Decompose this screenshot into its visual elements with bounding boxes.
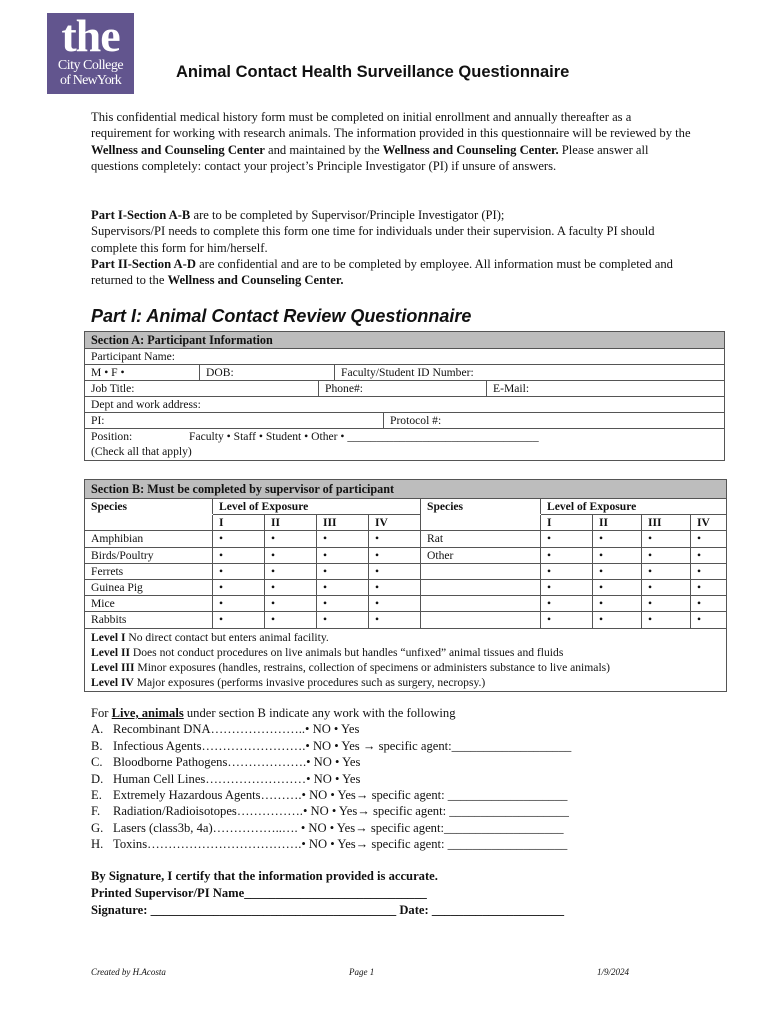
exposure-checkbox[interactable]: • bbox=[691, 531, 726, 547]
legend-text: Minor exposures (handles, restrains, collection of specimens or administers substance to live animals) bbox=[134, 660, 611, 674]
part2-label: Part II-Section A-D bbox=[91, 256, 196, 271]
species-name: Rat bbox=[421, 531, 541, 547]
live-animals-questions bbox=[91, 705, 571, 853]
exposure-checkbox[interactable]: • bbox=[691, 580, 726, 596]
species-name: Rabbits bbox=[85, 612, 213, 628]
intro-text-2: and maintained by the bbox=[264, 142, 383, 157]
intro-paragraph bbox=[91, 109, 691, 174]
exposure-checkbox[interactable]: • bbox=[642, 580, 691, 596]
exposure-checkbox[interactable]: • bbox=[541, 596, 593, 612]
level-header: I bbox=[541, 515, 593, 531]
exposure-checkbox[interactable]: • bbox=[213, 548, 265, 564]
part2-text: are confidential and are to be completed by employee. All information must be completed and returned to the bbox=[91, 256, 673, 288]
intro-bold-2: Wellness and Counseling Center. bbox=[382, 142, 559, 157]
exposure-checkbox[interactable]: • bbox=[593, 531, 642, 547]
exposure-checkbox[interactable]: • bbox=[541, 548, 593, 564]
species-name: Amphibian bbox=[85, 531, 213, 547]
exposure-checkbox[interactable]: • bbox=[265, 596, 317, 612]
question-letter: C. bbox=[91, 755, 103, 770]
exposure-checkbox[interactable]: • bbox=[213, 596, 265, 612]
footer-created: Created by H.Acosta bbox=[91, 967, 166, 977]
exposure-checkbox[interactable]: • bbox=[265, 564, 317, 580]
exposure-header-right: Level of Exposure bbox=[541, 499, 726, 515]
species-name bbox=[421, 564, 541, 580]
exposure-checkbox[interactable]: • bbox=[265, 580, 317, 596]
species-name bbox=[421, 596, 541, 612]
question-letter: G. bbox=[91, 820, 104, 835]
species-header-spacer-right bbox=[421, 515, 541, 531]
section-a-header: Section A: Participant Information bbox=[84, 331, 725, 349]
exposure-checkbox[interactable]: • bbox=[593, 548, 642, 564]
exposure-checkbox[interactable]: • bbox=[213, 564, 265, 580]
participant-name-field[interactable]: Participant Name: bbox=[91, 350, 176, 363]
part1-label: Part I-Section A-B bbox=[91, 208, 191, 222]
species-name: Birds/Poultry bbox=[85, 548, 213, 564]
exposure-checkbox[interactable]: • bbox=[691, 548, 726, 564]
legend-level: Level II bbox=[91, 645, 130, 659]
question-text: Radiation/Radioisotopes…………….• NO • Yes→ specific agent: ___________________ bbox=[113, 804, 569, 819]
pi-field[interactable]: PI: bbox=[85, 413, 384, 428]
question-letter: A. bbox=[91, 722, 104, 737]
signature-block bbox=[91, 868, 564, 919]
exposure-checkbox[interactable]: • bbox=[213, 580, 265, 596]
question-text: Human Cell Lines……………………• NO • Yes bbox=[113, 771, 361, 786]
logo-the: the bbox=[61, 10, 120, 61]
part1-text: are to be completed by Supervisor/Principle Investigator (PI); bbox=[190, 208, 505, 222]
exposure-checkbox[interactable]: • bbox=[265, 612, 317, 628]
species-name: Guinea Pig bbox=[85, 580, 213, 596]
exposure-header-left: Level of Exposure bbox=[213, 499, 421, 515]
exposure-checkbox[interactable]: • bbox=[642, 612, 691, 628]
level-header: II bbox=[265, 515, 317, 531]
part1-title: Part I: Animal Contact Review Questionnaire bbox=[91, 306, 472, 326]
live-question[interactable] bbox=[91, 836, 571, 852]
exposure-checkbox[interactable]: • bbox=[265, 548, 317, 564]
logo-line2: of NewYork bbox=[60, 73, 121, 88]
question-text: Extremely Hazardous Agents……….• NO • Yes→ specific agent: ___________________ bbox=[113, 788, 568, 803]
question-text: Lasers (class3b, 4a)……………..…. • NO • Yes→ specific agent:___________________ bbox=[113, 820, 564, 835]
exposure-checkbox[interactable]: • bbox=[369, 531, 421, 547]
exposure-checkbox[interactable]: • bbox=[593, 612, 642, 628]
level-header: III bbox=[317, 515, 369, 531]
live-question[interactable] bbox=[91, 820, 571, 836]
level-header: IV bbox=[691, 515, 726, 531]
legend-text: No direct contact but enters animal facility. bbox=[125, 630, 329, 644]
question-letter: D. bbox=[91, 771, 104, 786]
species-header-spacer-left bbox=[85, 515, 213, 531]
section-b-table bbox=[84, 479, 727, 692]
live-intro-pre: For bbox=[91, 706, 112, 720]
printed-name-field[interactable]: Printed Supervisor/PI Name_____________________________ bbox=[91, 886, 427, 900]
question-letter: F. bbox=[91, 804, 101, 819]
footer-page: Page 1 bbox=[349, 967, 375, 977]
exposure-checkbox[interactable]: • bbox=[593, 564, 642, 580]
exposure-checkbox[interactable]: • bbox=[691, 612, 726, 628]
intro-text-1: This confidential medical history form must be completed on initial enrollment and annually thereafter as a requirement for working with research animals. The information provided in this questionnaire will be reviewed by the bbox=[91, 110, 691, 141]
intro-bold-1: Wellness and Counseling Center bbox=[91, 142, 265, 157]
exposure-checkbox[interactable]: • bbox=[317, 548, 369, 564]
logo-line1: City College bbox=[57, 58, 124, 73]
exposure-checkbox[interactable]: • bbox=[265, 531, 317, 547]
species-header-left: Species bbox=[85, 499, 213, 514]
exposure-checkbox[interactable]: • bbox=[642, 596, 691, 612]
question-text: Infectious Agents…………………….• NO • Yes → specific agent:___________________ bbox=[113, 738, 572, 753]
level-header: IV bbox=[369, 515, 421, 531]
position-options[interactable]: Faculty • Staff • Student • Other • _________________________________ bbox=[189, 430, 539, 443]
live-question[interactable] bbox=[91, 787, 571, 803]
id-number-field[interactable]: Faculty/Student ID Number: bbox=[341, 366, 474, 379]
question-text: Toxins……………………………….• NO • Yes→ specific agent: ___________________ bbox=[113, 837, 568, 852]
signature-date-field[interactable]: Signature: _______________________________________ Date: _____________________ bbox=[91, 903, 565, 917]
job-title-field[interactable]: Job Title: bbox=[85, 381, 319, 396]
live-question[interactable] bbox=[91, 771, 571, 787]
exposure-checkbox[interactable]: • bbox=[369, 596, 421, 612]
legend-text: Does not conduct procedures on live animals but handles “unfixed” animal tissues and fluids bbox=[129, 645, 564, 659]
species-name bbox=[421, 612, 541, 628]
exposure-checkbox[interactable]: • bbox=[541, 564, 593, 580]
question-text: Recombinant DNA…………………..• NO • Yes bbox=[113, 722, 360, 737]
legend-level: Level I bbox=[91, 630, 126, 644]
section-b-header: Section B: Must be completed by supervisor of participant bbox=[85, 480, 726, 499]
legend-level: Level III bbox=[91, 660, 135, 674]
question-letter: B. bbox=[91, 738, 103, 753]
exposure-legend bbox=[85, 629, 726, 691]
live-question[interactable] bbox=[91, 754, 571, 770]
exposure-checkbox[interactable]: • bbox=[642, 548, 691, 564]
live-question[interactable] bbox=[91, 803, 571, 819]
exposure-checkbox[interactable]: • bbox=[691, 564, 726, 580]
question-text: Bloodborne Pathogens……………….• NO • Yes bbox=[113, 755, 361, 770]
species-header-right: Species bbox=[421, 499, 541, 514]
certify-statement: By Signature, I certify that the information provided is accurate. bbox=[91, 869, 438, 883]
dept-field[interactable]: Dept and work address: bbox=[91, 398, 201, 411]
exposure-checkbox[interactable]: • bbox=[593, 596, 642, 612]
species-name: Other bbox=[421, 548, 541, 564]
exposure-checkbox[interactable]: • bbox=[541, 531, 593, 547]
exposure-checkbox[interactable]: • bbox=[213, 531, 265, 547]
city-college-logo bbox=[47, 10, 134, 94]
exposure-checkbox[interactable]: • bbox=[369, 580, 421, 596]
exposure-checkbox[interactable]: • bbox=[369, 612, 421, 628]
intro-text-3: Please answer all questions completely: contact your project’s Principle Investigator (PI) if unsure of answers. bbox=[91, 142, 649, 173]
exposure-checkbox[interactable]: • bbox=[317, 612, 369, 628]
check-all-note: (Check all that apply) bbox=[91, 445, 192, 458]
level-header: III bbox=[642, 515, 691, 531]
section-a-table bbox=[84, 331, 725, 461]
sex-field[interactable]: M • F • bbox=[85, 365, 200, 380]
live-intro-post: under section B indicate any work with the following bbox=[183, 706, 456, 720]
exposure-checkbox[interactable]: • bbox=[317, 564, 369, 580]
exposure-checkbox[interactable]: • bbox=[541, 612, 593, 628]
exposure-checkbox[interactable]: • bbox=[317, 580, 369, 596]
phone-field[interactable]: Phone#: bbox=[319, 381, 487, 396]
legend-level: Level IV bbox=[91, 675, 134, 689]
species-name bbox=[421, 580, 541, 596]
protocol-field[interactable]: Protocol #: bbox=[390, 414, 442, 427]
part1-line2: Supervisors/PI needs to complete this form one time for individuals under their supervision. A faculty PI should complete this form for him/herself. bbox=[91, 224, 655, 255]
species-name: Mice bbox=[85, 596, 213, 612]
exposure-checkbox[interactable]: • bbox=[691, 596, 726, 612]
position-label: Position: bbox=[91, 430, 133, 443]
question-letter: H. bbox=[91, 837, 104, 852]
live-question[interactable] bbox=[91, 721, 571, 737]
footer-date: 1/9/2024 bbox=[597, 967, 630, 977]
level-header: II bbox=[593, 515, 642, 531]
exposure-checkbox[interactable]: • bbox=[541, 580, 593, 596]
level-header: I bbox=[213, 515, 265, 531]
exposure-grid bbox=[85, 499, 726, 629]
live-intro-underline: Live, animals bbox=[111, 706, 184, 720]
question-letter: E. bbox=[91, 788, 102, 803]
species-name: Ferrets bbox=[85, 564, 213, 580]
legend-text: Major exposures (performs invasive procedures such as surgery, necropsy.) bbox=[133, 675, 486, 689]
exposure-checkbox[interactable]: • bbox=[369, 548, 421, 564]
live-question[interactable] bbox=[91, 738, 571, 754]
exposure-checkbox[interactable]: • bbox=[593, 580, 642, 596]
page-title: Animal Contact Health Surveillance Questionnaire bbox=[176, 63, 570, 81]
exposure-checkbox[interactable]: • bbox=[642, 564, 691, 580]
exposure-checkbox[interactable]: • bbox=[213, 612, 265, 628]
exposure-checkbox[interactable]: • bbox=[317, 531, 369, 547]
part2-bold: Wellness and Counseling Center. bbox=[167, 273, 344, 288]
parts-instructions bbox=[91, 207, 691, 288]
email-field[interactable]: E-Mail: bbox=[493, 382, 530, 395]
exposure-checkbox[interactable]: • bbox=[642, 531, 691, 547]
exposure-checkbox[interactable]: • bbox=[317, 596, 369, 612]
exposure-checkbox[interactable]: • bbox=[369, 564, 421, 580]
dob-field[interactable]: DOB: bbox=[200, 365, 335, 380]
